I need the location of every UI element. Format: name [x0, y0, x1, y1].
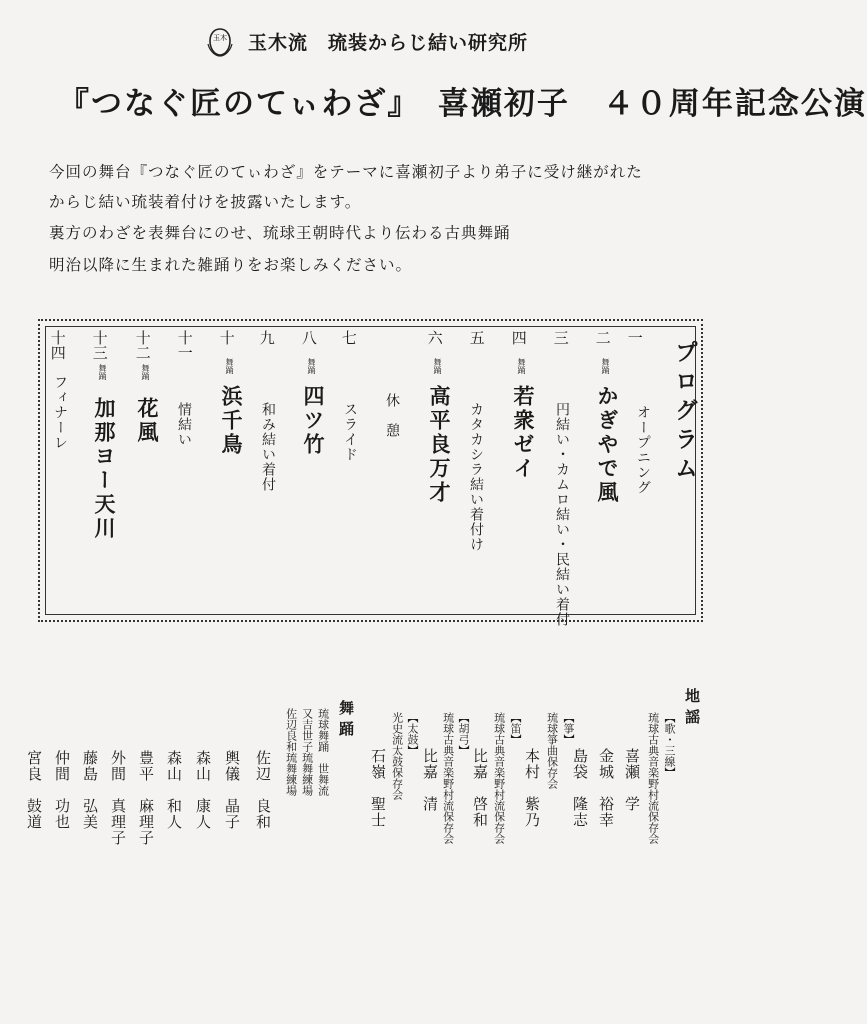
program-heading: プログラム — [671, 340, 698, 485]
program-item-tag-2: 舞踊 — [601, 358, 610, 374]
uta-org: 琉球古典音楽野村流保存会 — [646, 712, 660, 844]
program-item-tag-4: 舞踊 — [517, 358, 526, 374]
program-item-tag-12: 舞踊 — [141, 364, 150, 380]
koto-name-1: 本村 紫乃 — [523, 748, 541, 828]
buyo-org-1: 琉球舞踊 世舞流 — [316, 708, 330, 796]
intro-line-1: 今回の舞台『つなぐ匠のてぃわざ』をテーマに喜瀬初子より弟子に受け継がれた — [49, 163, 643, 181]
program-item-title-10: 浜千鳥 — [219, 385, 244, 457]
program-item-num-3: 三 — [551, 330, 570, 345]
program-item-num-9: 九 — [257, 330, 276, 345]
program-item-title-13: 加那ヨー天川 — [92, 397, 117, 541]
uta-name-2: 金城 裕幸 — [597, 748, 615, 828]
dancer-name-9: 宮良 鼓道 — [25, 750, 43, 830]
program-item-desc-7: スライド — [342, 402, 358, 462]
organization-name: 玉木流 琉装からじ結い研究所 — [248, 32, 529, 54]
dancer-name-3: 森山 康人 — [194, 750, 212, 830]
program-item-title-8: 四ツ竹 — [301, 385, 326, 457]
buyo-heading: 舞踊 — [337, 700, 355, 742]
program-intermission: 休 憩 — [384, 393, 400, 438]
taiko-name-1: 石嶺 聖士 — [369, 748, 387, 828]
taiko-org: 光史流太鼓保存会 — [390, 712, 404, 800]
program-item-num-10: 十 — [217, 330, 236, 345]
program-item-title-4: 若衆ゼイ — [511, 385, 536, 481]
program-item-num-1: 一 — [625, 330, 644, 345]
program-item-desc-11: 情結い — [176, 402, 192, 447]
program-item-desc-9: 和み結い着付 — [260, 402, 276, 492]
uta-name-3: 島袋 隆志 — [571, 748, 589, 828]
jiutai-heading: 地謡 — [683, 688, 701, 730]
intro-line-3: 裏方のわざを表舞台にのせ、琉球王朝時代より伝わる古典舞踊 — [49, 224, 511, 242]
program-item-num-7: 七 — [339, 330, 358, 345]
uta-name-1: 喜瀬 学 — [623, 748, 641, 812]
program-item-num-5: 五 — [467, 330, 486, 345]
fue-bracket: 【笛】 — [509, 712, 522, 745]
fue-org: 琉球古典音楽野村流保存会 — [492, 712, 506, 844]
program-item-tag-10: 舞踊 — [225, 358, 234, 374]
dancer-name-2: 輿儀 晶子 — [223, 750, 241, 830]
program-item-desc-5: カタカシラ結い着付け — [468, 402, 484, 552]
program-item-num-14: 十四 — [48, 330, 67, 360]
buyo-org-3: 佐辺良和琉舞練場 — [284, 708, 298, 796]
fue-name-1: 比嘉 啓和 — [471, 748, 489, 828]
program-item-title-6: 高平良万才 — [427, 385, 452, 505]
program-item-desc-1: オープニング — [635, 405, 651, 495]
dancer-name-8: 仲間 功也 — [53, 750, 71, 830]
intro-line-4: 明治以降に生まれた雑踊りをお楽しみください。 — [49, 256, 413, 274]
program-item-desc-3: 円結い・カムロ結い・民結い着付 — [554, 402, 570, 627]
kokyu-bracket: 【胡弓】 — [457, 712, 470, 756]
program-item-tag-13: 舞踊 — [98, 364, 107, 380]
program-item-tag-6: 舞踊 — [433, 358, 442, 374]
program-item-desc-14: フィナーレ — [52, 375, 68, 450]
kokyu-name-1: 比嘉 清 — [421, 748, 439, 812]
program-item-num-6: 六 — [425, 330, 444, 345]
taiko-bracket: 【太鼓】 — [406, 712, 419, 756]
uta-bracket: 【歌・三線】 — [663, 712, 676, 778]
dancer-name-5: 豊平 麻理子 — [137, 750, 155, 846]
program-item-tag-8: 舞踊 — [307, 358, 316, 374]
school-logo — [204, 26, 236, 58]
program-item-num-8: 八 — [299, 330, 318, 345]
koto-org: 琉球箏曲保存会 — [545, 712, 559, 789]
koto-bracket: 【箏】 — [562, 712, 575, 745]
buyo-org-2: 又吉世子琉舞練場 — [300, 708, 314, 796]
program-item-num-4: 四 — [509, 330, 528, 345]
program-item-num-11: 十一 — [175, 330, 194, 360]
dancer-name-1: 佐辺 良和 — [254, 750, 272, 830]
intro-line-2: からじ結い琉装着付けを披露いたします。 — [49, 193, 362, 211]
program-item-num-13: 十三 — [90, 330, 109, 360]
dancer-name-6: 外間 真理子 — [109, 750, 127, 846]
logo-char-1: 玉木 — [213, 34, 227, 42]
program-item-num-2: 二 — [593, 330, 612, 345]
program-item-num-12: 十二 — [133, 330, 152, 360]
program-item-title-12: 花風 — [135, 397, 160, 445]
dancer-name-7: 藤島 弘美 — [81, 750, 99, 830]
program-item-title-2: かぎやで風 — [595, 385, 620, 505]
page-title: 『つなぐ匠のてぃわざ』 喜瀬初子 ４０周年記念公演 — [58, 86, 867, 122]
dancer-name-4: 森山 和人 — [165, 750, 183, 830]
kokyu-org: 琉球古典音楽野村流保存会 — [441, 712, 455, 844]
